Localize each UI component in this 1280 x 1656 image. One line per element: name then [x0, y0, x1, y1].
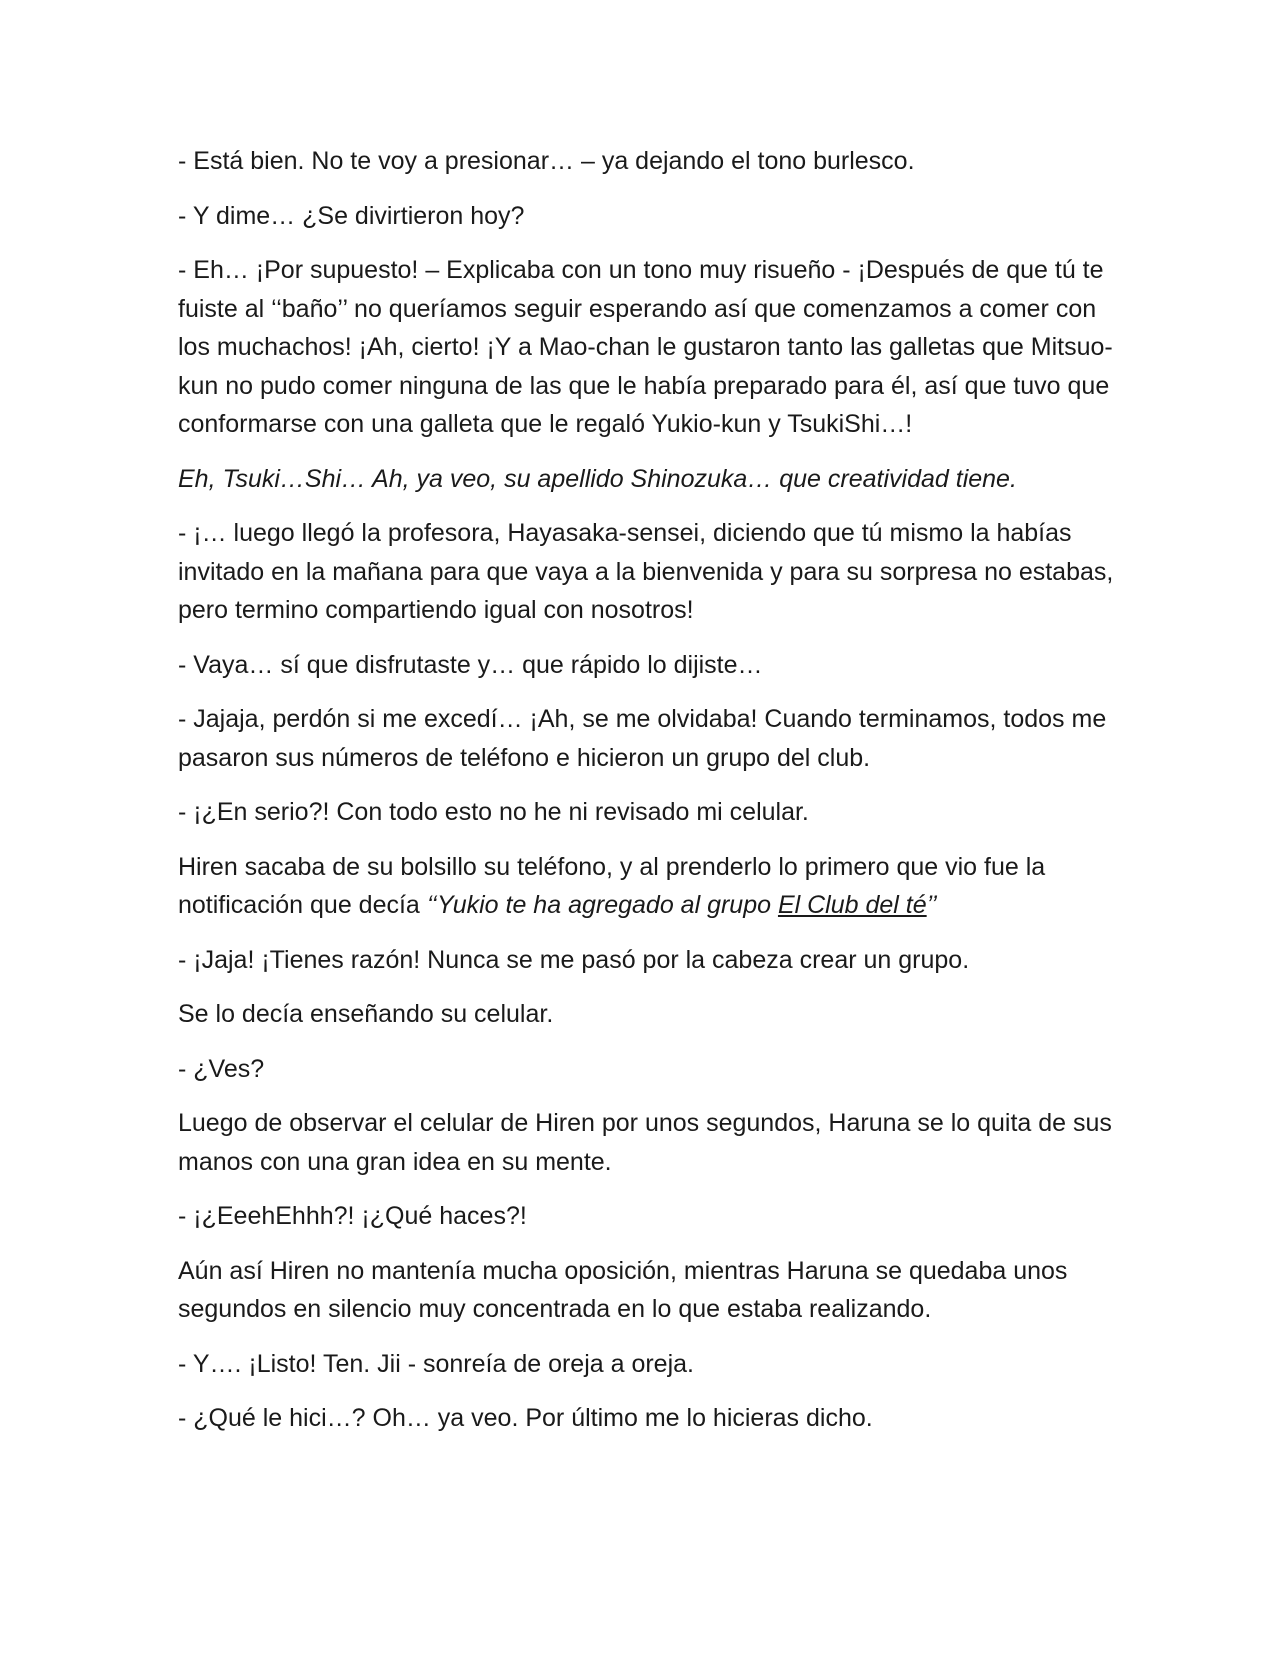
dialogue-line: - Y…. ¡Listo! Ten. Jii - sonreía de oreja a oreja.: [178, 1349, 694, 1378]
narration-paragraph: [178, 848, 1118, 925]
dialogue-line: - Y dime… ¿Se divirtieron hoy?: [178, 201, 525, 230]
dialogue-line: - Eh… ¡Por supuesto! – Explicaba con un tono muy risueño - ¡Después de que tú te fuiste al ‘‘baño’’ no queríamos seguir esperando así que comenzamos a comer con los muchachos! ¡Ah, cierto! ¡Y a Mao-chan le gustaron tanto las galletas que Mitsuo-kun no pudo comer ninguna de las que le había preparado para él, así que tuvo que conformarse con una galleta que le regaló Yukio-kun y TsukiShi…!: [178, 256, 1113, 438]
narration-paragraph: Se lo decía enseñando su celular.: [178, 1000, 554, 1028]
dialogue-line: - ¡… luego llegó la profesora, Hayasaka-sensei, diciendo que tú mismo la habías invitado en la mañana para que vaya a la bienvenida y para su sorpresa no estabas, pero termino compartiendo igual con nosotros!: [178, 519, 1114, 624]
quote-close: ’’: [926, 891, 937, 919]
dialogue-line: - Jajaja, perdón si me excedí… ¡Ah, se me olvidaba! Cuando terminamos, todos me pasaron sus números de teléfono e hicieron un grupo del club.: [178, 705, 1107, 772]
dialogue-line: - Está bien. No te voy a presionar… – ya dejando el tono burlesco.: [178, 147, 915, 175]
inner-thought: Eh, Tsuki…Shi… Ah, ya veo, su apellido Shinozuka… que creatividad tiene.: [178, 464, 1017, 493]
dialogue-line: - Vaya… sí que disfrutaste y… que rápido lo dijiste…: [178, 650, 763, 679]
narration-paragraph: Luego de observar el celular de Hiren por unos segundos, Haruna se lo quita de sus manos con una gran idea en su mente.: [178, 1109, 1112, 1176]
quote-open: ‘‘Yukio te ha agregado al grupo: [426, 891, 778, 919]
dialogue-line: - ¡¿En serio?! Con todo esto no he ni revisado mi celular.: [178, 798, 809, 826]
notification-quote: [427, 891, 937, 919]
dialogue-line: - ¿Qué le hici…? Oh… ya veo. Por último me lo hicieras dicho.: [178, 1404, 873, 1432]
dialogue-line: - ¡Jaja! ¡Tienes razón! Nunca se me pasó por la cabeza crear un grupo.: [178, 945, 970, 974]
document-page: [178, 142, 1118, 1454]
narration-text: Hiren sacaba de su bolsillo su teléfono, y al prenderlo lo primero que vio fue la notificación que decía: [178, 852, 1046, 919]
dialogue-line: - ¡¿EeehEhhh?! ¡¿Qué haces?!: [178, 1202, 527, 1230]
group-name: El Club del té: [777, 891, 927, 919]
narration-paragraph: Aún así Hiren no mantenía mucha oposición, mientras Haruna se quedaba unos segundos en silencio muy concentrada en lo que estaba realizando.: [178, 1256, 1068, 1323]
dialogue-line: - ¿Ves?: [178, 1054, 265, 1083]
